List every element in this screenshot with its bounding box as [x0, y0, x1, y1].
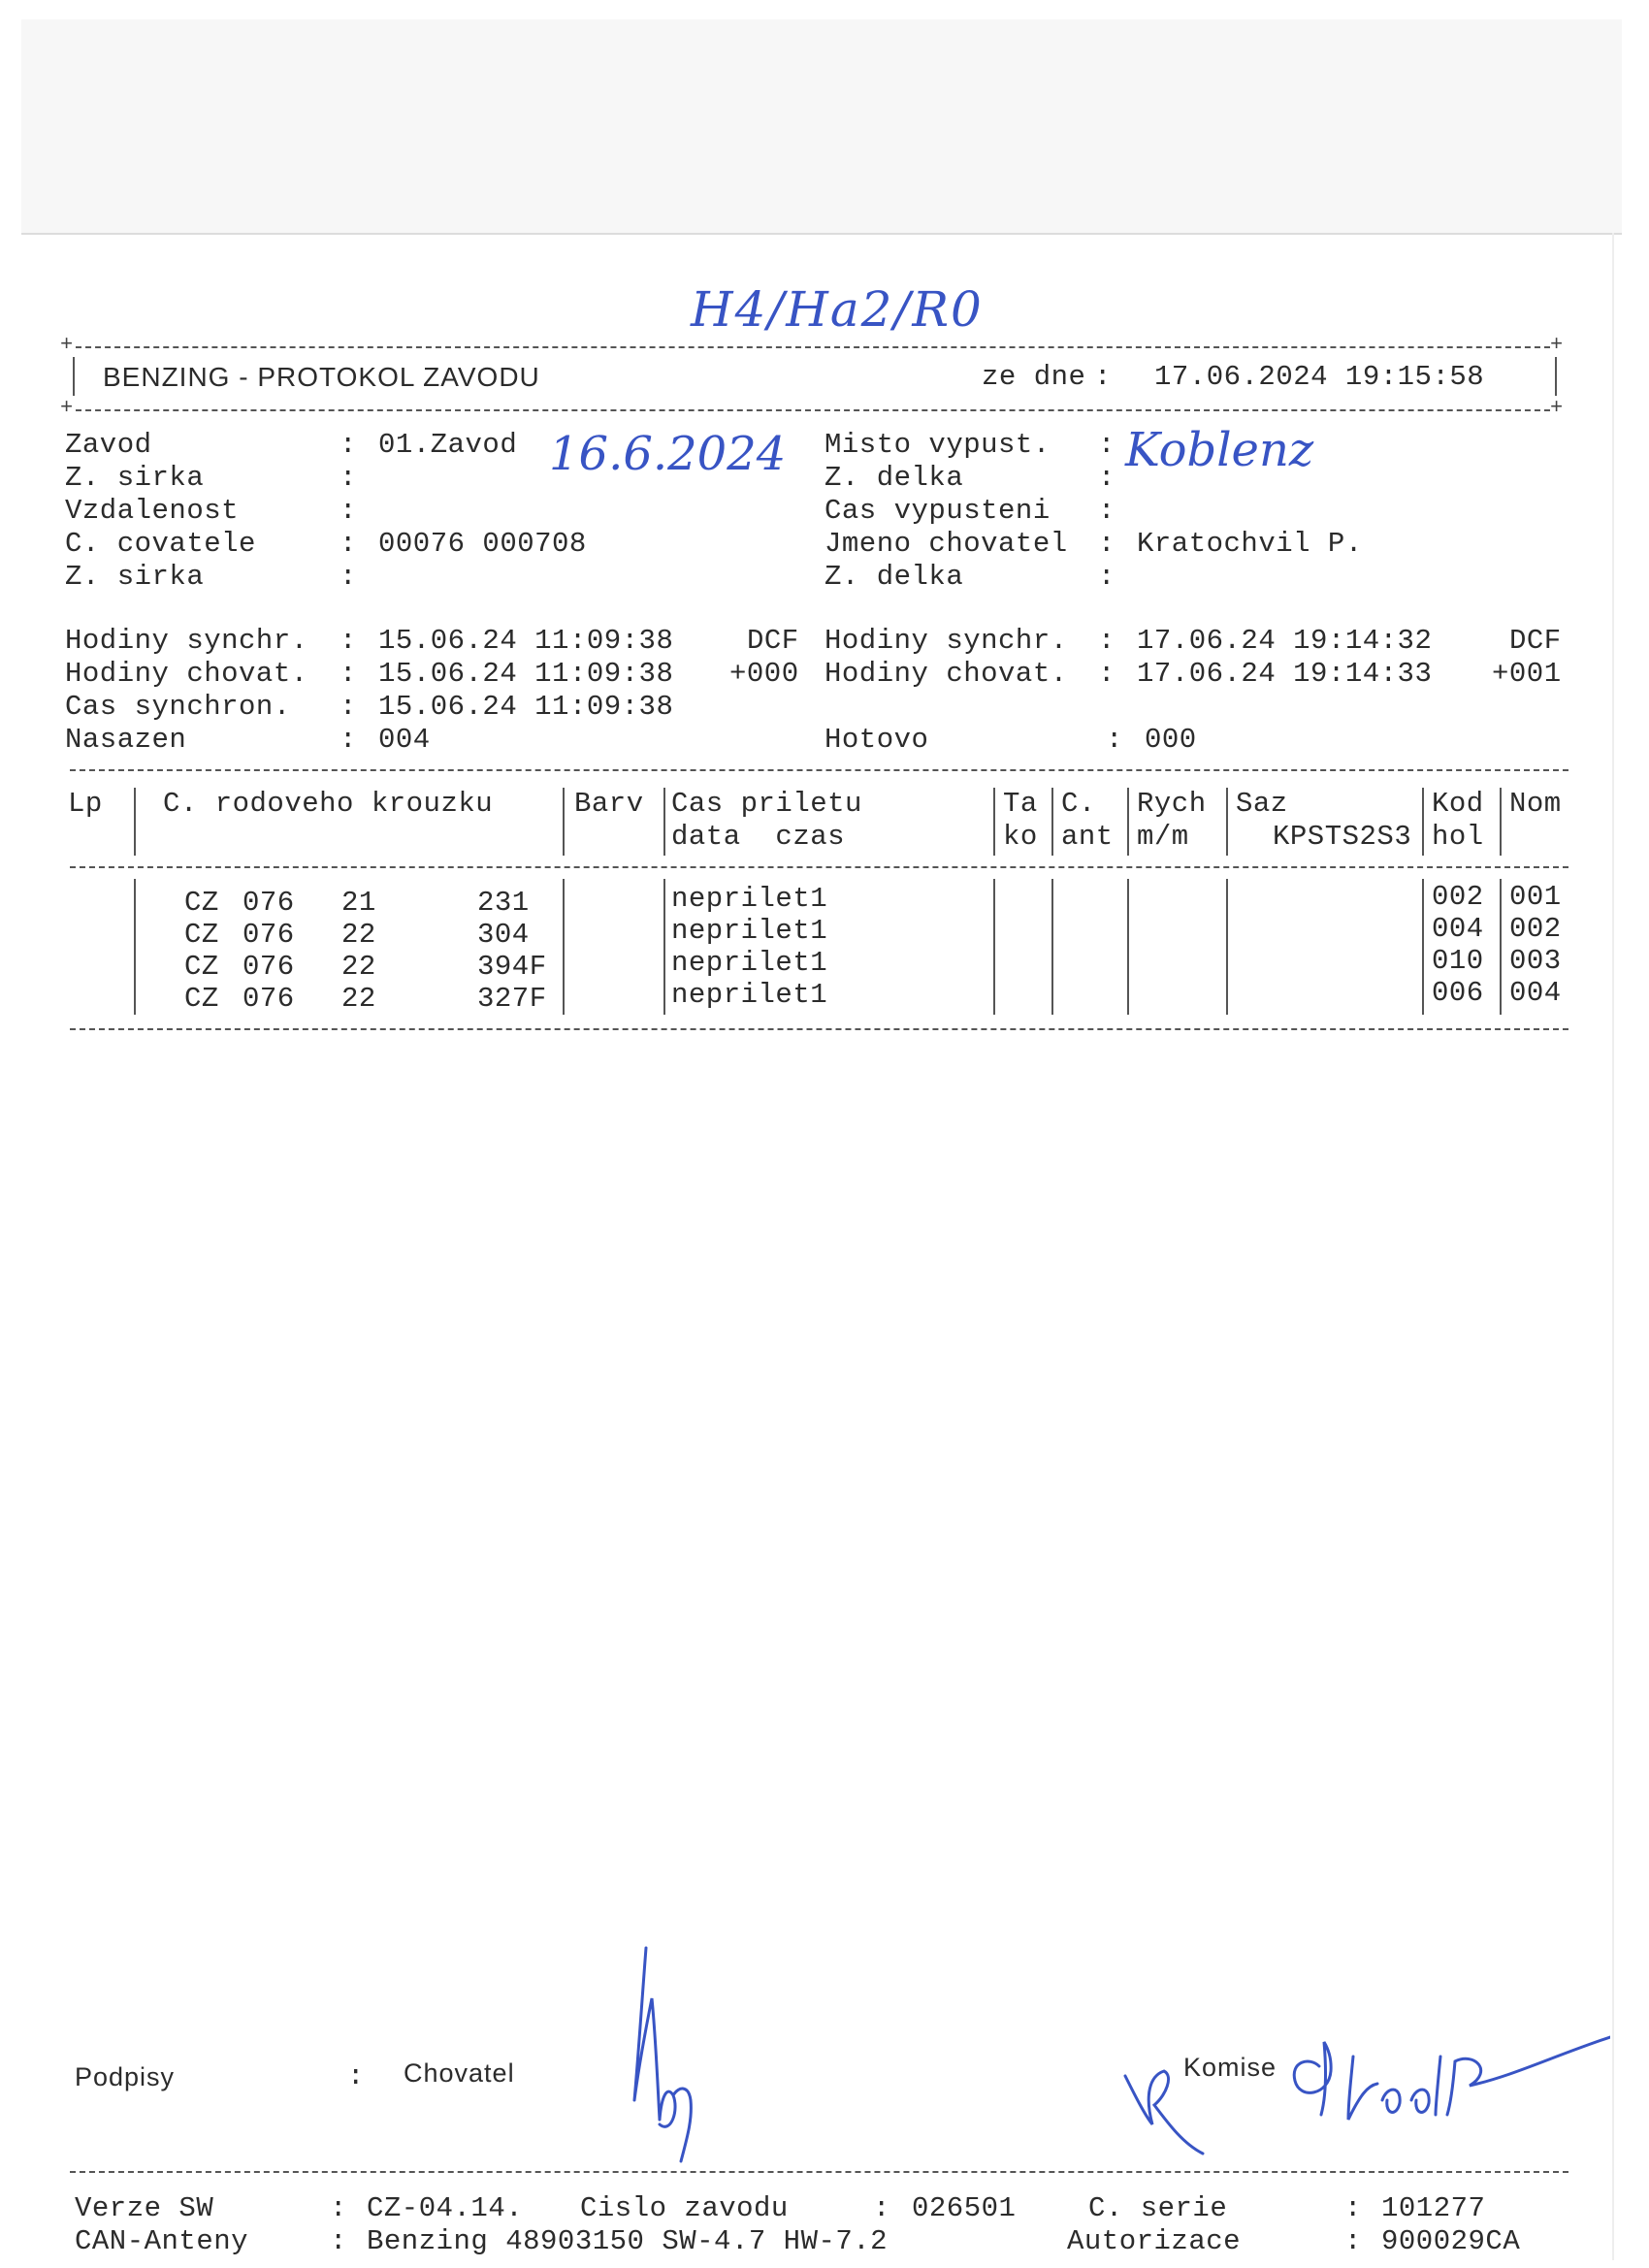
- footer-separator: [70, 2171, 1568, 2173]
- clock-suffix: DCF: [747, 625, 799, 657]
- info-label: Z. delka: [824, 462, 964, 494]
- clock-label: Nasazen: [65, 724, 187, 756]
- breeder-signature: [592, 1940, 708, 2163]
- col-nom-header: Nom: [1509, 788, 1562, 820]
- sheet-edge: [1612, 233, 1614, 2260]
- header-date-value: 17.06.2024 19:15:58: [1154, 361, 1485, 393]
- commission-signature: [1106, 2018, 1610, 2163]
- sw-version-label: Verze SW: [75, 2192, 214, 2224]
- protocol-title: BENZING - PROTOKOL ZAVODU: [103, 362, 540, 392]
- info-label: Misto vypust.: [824, 429, 1051, 461]
- header-date-label: ze dne: [982, 361, 1086, 393]
- done-count: 000: [1145, 724, 1197, 756]
- col-time-header-sub: data czas: [671, 821, 846, 853]
- col-tako-header-sub: ko: [1003, 821, 1038, 853]
- table-border-bottom: [70, 1028, 1568, 1030]
- col-color-header: Barv: [574, 788, 644, 820]
- col-code-header-sub: hol: [1432, 821, 1484, 853]
- antenna-value: Benzing 48903150 SW-4.7 HW-7.2: [367, 2225, 889, 2257]
- signatures-label: Podpisy: [75, 2062, 176, 2091]
- clock-label: Hodiny synchr.: [824, 625, 1068, 657]
- authorization-value: 900029CA: [1381, 2225, 1521, 2257]
- clock-value: 17.06.24 19:14:32: [1137, 625, 1433, 657]
- col-cant-header-sub: ant: [1061, 821, 1114, 853]
- clock-label: Cas synchron.: [65, 691, 291, 723]
- race-number-value: 026501: [912, 2192, 1017, 2224]
- info-label: C. covatele: [65, 528, 256, 560]
- scan-top-band: [21, 19, 1622, 235]
- col-lp-header: Lp: [68, 788, 103, 820]
- handwritten-release-place: Koblenz: [1125, 423, 1314, 477]
- clock-label: Hodiny synchr.: [65, 625, 308, 657]
- clock-value: 17.06.24 19:14:33: [1137, 658, 1433, 690]
- info-label: Zavod: [65, 429, 152, 461]
- basketed-count: 004: [378, 724, 431, 756]
- race-number-label: Cislo zavodu: [580, 2192, 789, 2224]
- info-label: Cas vypusteni: [824, 495, 1051, 527]
- info-label: Z. sirka: [65, 561, 205, 593]
- breeder-signature-label: Chovatel: [404, 2058, 515, 2088]
- clock-label: Hotovo: [824, 724, 929, 756]
- clock-value: 15.06.24 11:09:38: [378, 658, 674, 690]
- clock-suffix: +001: [1492, 658, 1562, 690]
- info-label: Z. delka: [824, 561, 964, 593]
- col-speed-header: Rych: [1137, 788, 1207, 820]
- clock-label: Hodiny chovat.: [824, 658, 1068, 690]
- table-border-header: [70, 866, 1568, 868]
- col-bet-header-sub: KPSTS2S3: [1273, 821, 1412, 853]
- table-border-top: [70, 769, 1568, 771]
- race-name: 01.Zavod: [378, 429, 518, 461]
- col-time-header: Cas priletu: [671, 788, 862, 820]
- handwritten-race-date: 16.6.2024: [549, 427, 787, 481]
- antenna-label: CAN-Anteny: [75, 2225, 249, 2257]
- serial-value: 101277: [1381, 2192, 1486, 2224]
- col-bet-header: Saz: [1236, 788, 1288, 820]
- clock-suffix: DCF: [1509, 625, 1562, 657]
- col-speed-header-sub: m/m: [1137, 821, 1189, 853]
- breeder-name: Kratochvil P.: [1137, 528, 1363, 560]
- clock-value: 15.06.24 11:09:38: [378, 691, 674, 723]
- info-label: Vzdalenost: [65, 495, 240, 527]
- clock-value: 15.06.24 11:09:38: [378, 625, 674, 657]
- sw-version-value: CZ-04.14.: [367, 2192, 524, 2224]
- serial-label: C. serie: [1088, 2192, 1228, 2224]
- authorization-label: Autorizace: [1067, 2225, 1242, 2257]
- col-tako-header: Ta: [1003, 788, 1038, 820]
- col-cant-header: C.: [1061, 788, 1096, 820]
- commission-signature-label: Komise: [1183, 2053, 1277, 2082]
- col-ring-header: C. rodoveho krouzku: [163, 788, 494, 820]
- breeder-number: 00076 000708: [378, 528, 587, 560]
- col-code-header: Kod: [1432, 788, 1484, 820]
- info-label: Jmeno chovatel: [824, 528, 1068, 560]
- clock-label: Hodiny chovat.: [65, 658, 308, 690]
- info-label: Z. sirka: [65, 462, 205, 494]
- clock-suffix: +000: [729, 658, 799, 690]
- handwritten-code: H4/Ha2/R0: [691, 281, 984, 338]
